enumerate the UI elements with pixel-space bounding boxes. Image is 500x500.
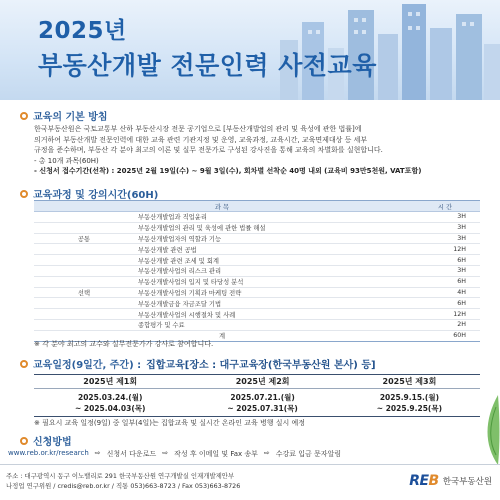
session-start-date: 2025.03.24.(월) (78, 392, 143, 402)
hours-cell: 12H (410, 309, 480, 320)
curriculum-table (34, 200, 480, 342)
table-row (34, 309, 480, 320)
policy-paragraph-line: 규정을 준수하며, 부동산 각 분야 최고의 이론 및 실무 전문가로 구성된 강사진을 통해 교육의 차별화를 실현합니다. (34, 146, 383, 154)
section-heading-policy (20, 108, 108, 123)
course-cell: 부동산개발금융 자금조달 기법 (134, 298, 410, 309)
course-cell: 부동산개발사업의 기획과 마케팅 전략 (134, 287, 410, 298)
circle-bullet-icon (20, 190, 28, 198)
hours-cell: 4H (410, 287, 480, 298)
course-cell: 부동산개발업의 관리 및 육성에 관한 법률 해설 (134, 222, 410, 233)
step-send-email-fax: 작성 후 이메일 및 Fax 송부 (174, 450, 258, 458)
circle-bullet-icon (20, 360, 28, 368)
step-payment-sms: 수강료 입금 문자알림 (275, 450, 342, 458)
category-cell (34, 222, 134, 233)
arrow-right-icon: ⇨ (162, 449, 169, 457)
course-cell: 종합평가 및 수료 (134, 319, 410, 330)
table-row (34, 222, 480, 233)
section-heading-text: 교육의 기본 방침 (33, 112, 108, 123)
title-year: 2025년 (38, 18, 127, 44)
hours-cell: 3H (410, 222, 480, 233)
column-header-course: 과 목 (34, 201, 410, 212)
category-cell (34, 265, 134, 276)
hours-cell: 6H (410, 276, 480, 287)
category-cell (34, 319, 134, 330)
session-end-date: ~ 2025.04.03(목) (74, 403, 146, 413)
arrow-right-icon: ⇨ (94, 449, 101, 457)
course-cell: 부동산개발 관련 공법 (134, 244, 410, 255)
section-heading-text: 교육과정 및 강의시간(60H) (33, 190, 159, 201)
policy-paragraph-line: 의거하여 부동산개발 전문인력에 대한 교육 관련 기관지정 및 운영, 교육과정, 교육시간, 교육면제대상 등 세부 (34, 135, 368, 144)
policy-text (34, 124, 482, 177)
hours-cell: 6H (410, 298, 480, 309)
session-start-date: 2025.07.21.(월) (230, 392, 295, 402)
hours-cell: 3H (410, 233, 480, 244)
section-heading-curriculum (20, 186, 158, 201)
table-row (34, 265, 480, 276)
category-cell (34, 276, 134, 287)
course-cell: 부동산개발사업의 시행절차 및 사례 (134, 309, 410, 320)
organization-name: 한국부동산원 (442, 477, 492, 487)
research-url-link[interactable]: www.reb.or.kr/research (8, 449, 89, 457)
step-download-form: 신청서 다운로드 (106, 450, 157, 458)
schedule-heading-venue: 집합교육[장소 : 대구교육장(한국부동산원 본사) 등] (146, 360, 376, 371)
reb-logo-mark (409, 473, 439, 489)
footer (0, 464, 500, 500)
reb-logo (409, 473, 492, 489)
category-cell (34, 255, 134, 266)
total-label-cell: 계 (34, 330, 410, 341)
section-heading-apply (20, 433, 72, 448)
address-line: 주소 : 대구광역시 동구 이노밸리로 291 한국부동산원 연구개발실 인재개발제안부 (6, 472, 235, 480)
session-3-label: 2025년 제3회 (339, 375, 480, 389)
hours-cell: 12H (410, 244, 480, 255)
table-row (34, 233, 480, 244)
table-row (34, 244, 480, 255)
leaf-decoration-icon (480, 395, 500, 465)
table-row (34, 212, 480, 223)
schedule-note: ※ 필요시 교육 일정(9일) 중 일부(4일)는 집합교육 및 실시간 온라인 교육 병행 실시 예정 (34, 419, 306, 427)
course-cell: 부동산개발업과 직업윤리 (134, 212, 410, 223)
subject-count-item: - 총 10개 과목(60H) (34, 156, 99, 165)
arrow-right-icon: ⇨ (263, 449, 270, 457)
hours-cell: 2H (410, 319, 480, 330)
section-heading-text: 신청방법 (33, 437, 72, 448)
curriculum-header-row (34, 201, 480, 212)
hours-cell: 3H (410, 265, 480, 276)
circle-bullet-icon (20, 437, 28, 445)
category-cell (34, 298, 134, 309)
table-row (34, 287, 480, 298)
instructor-note: ※ 각 분야 최고의 교수와 실무전문가가 강사로 참여합니다. (34, 340, 214, 348)
circle-bullet-icon (20, 112, 28, 120)
table-row (34, 319, 480, 330)
session-start-date: 2025.9.15.(월) (379, 392, 440, 402)
session-1-label: 2025년 제1회 (34, 375, 186, 389)
page-title: 부동산개발 전문인력 사전교육 (38, 51, 377, 80)
session-end-date: ~ 2025.9.25(목) (376, 403, 443, 413)
category-cell (34, 309, 134, 320)
session-1-dates (34, 389, 186, 417)
table-row (34, 276, 480, 287)
header-banner (0, 0, 500, 100)
total-hours-cell: 60H (410, 330, 480, 341)
session-2-dates (186, 389, 338, 417)
section-heading-schedule (20, 356, 376, 371)
category-cell: 공통 (34, 233, 134, 244)
schedule-heading-prefix: 교육일정(9일간, 주간) : (33, 360, 142, 371)
category-cell (34, 244, 134, 255)
hours-cell: 6H (410, 255, 480, 266)
logo-mark-b: B (428, 473, 439, 489)
schedule-dates-row (34, 389, 480, 417)
course-cell: 부동산개발업자의 역할과 기능 (134, 233, 410, 244)
course-cell: 부동산개발사업의 리스크 관리 (134, 265, 410, 276)
schedule-table (34, 374, 480, 417)
category-cell: 선택 (34, 287, 134, 298)
course-cell: 부동산개발사업의 입지 및 타당성 분석 (134, 276, 410, 287)
course-cell: 부동산개발 관련 조세 및 회계 (134, 255, 410, 266)
contact-line: 나정업 연구위원 / credis@reb.or.kr / 직통 053)663-8723 / Fax 053)663-8726 (6, 482, 241, 490)
session-end-date: ~ 2025.07.31(목) (227, 403, 298, 413)
table-row (34, 298, 480, 309)
session-3-dates (339, 389, 480, 417)
application-period-item: - 신청서 접수기간(선착) : 2025년 2월 19일(수) ~ 9월 3일(수), 회차별 선착순 40명 내외 (교육비 93만5천원, VAT포함) (34, 167, 422, 175)
category-cell (34, 212, 134, 223)
schedule-header-row (34, 375, 480, 389)
hours-cell: 3H (410, 212, 480, 223)
policy-paragraph-line: 한국부동산원은 국토교통부 산하 부동산시장 전문 공기업으로 [부동산개발업의 관리 및 육성에 관한 법률]에 (34, 125, 362, 133)
session-2-label: 2025년 제2회 (186, 375, 338, 389)
logo-mark-re: RE (409, 473, 429, 489)
column-header-hours: 시 간 (410, 201, 480, 212)
contact-info (6, 471, 240, 491)
apply-steps (8, 449, 341, 459)
table-row (34, 255, 480, 266)
